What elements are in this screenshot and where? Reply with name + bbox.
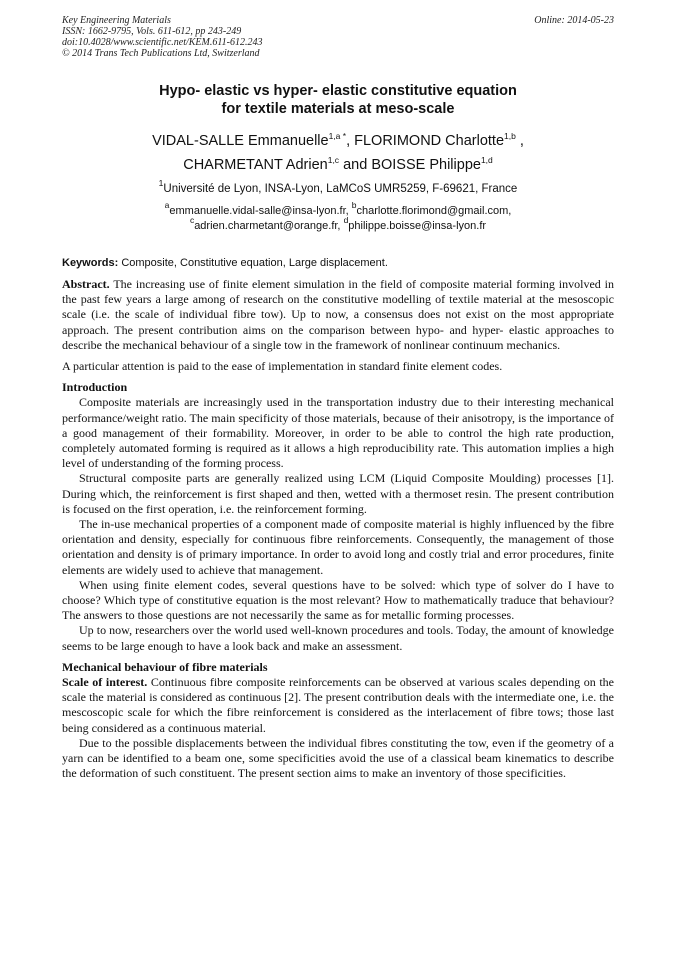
email-address[interactable]: adrien.charmetant@orange.fr, [194,220,341,232]
running-header [62,15,614,59]
keywords-text: Composite, Constitutive equation, Large displacement. [121,257,388,269]
affiliation-text: Université de Lyon, INSA-Lyon, LaMCoS UMR5259, F-69621, France [163,183,518,195]
author-line-1: VIDAL-SALLE Emmanuelle$^{1,a *}$, FLORIMOND Charlotte$^{1,b}$ , [152,131,524,149]
title-line-2: for textile materials at meso-scale [221,101,455,117]
scale-text: Continuous fibre composite reinforcements can be observed at various scales depending on the scale the material is considered as continuous [2]. The present contribution deals with the intermediate one, i.e. the mescoscopic scale for which the fibre reinforcement is considered as the interlacement of fibre tows; those last being considered as a continuous material. [62,675,614,735]
author-affil-marker: 1,a * [328,131,347,141]
email-address[interactable]: emmanuelle.vidal-salle@insa-lyon.fr, [169,205,349,217]
online-date: Online: 2014-05-23 [534,15,614,26]
email-address[interactable]: charlotte.florimond@gmail.com, [356,205,512,217]
abstract-label: Abstract. [62,277,110,291]
scale-label: Scale of interest. [62,675,148,690]
introduction-paragraph-3: The in-use mechanical properties of a component made of composite material is highly influenced by the fibre orientation and density, especially for continuous fibre reinforcements. Consequently, the management of those orientation and density is of primary importance. In order to avoid long and costly trial and error procedures, finite elements are widely used to achieve that management. [62,517,614,577]
introduction-paragraph-5: Up to now, researchers over the world used well-known procedures and tools. Today, the amount of knowledge seems to be large enough to have a look back and make an assessment. [62,623,614,653]
author-conjunction: and [343,157,368,173]
affiliation-marker: 1 [158,178,164,188]
author-name: VIDAL-SALLE Emmanuelle [152,133,329,149]
mechanical-paragraph-2: Due to the possible displacements between the individual fibres constituting the tow, even if the geometry of a yarn can be identified to a beam one, some specificities avoid the use of a classical beam kinematics to describe the deformation of such constituent. The present section aims to make an inventory of those specificities. [62,735,614,781]
affiliation [62,178,614,196]
introduction-paragraph-4: When using finite element codes, several questions have to be solved: which type of solver do I have to choose? Which type of constitutive equation is the most relevant? How to mathematically traduce that behaviour? The answers to those questions are not necessarily the same as for metallic forming processes. [62,577,614,623]
scale-paragraph [62,675,614,736]
author-affil-marker: 1,d [480,155,493,165]
author-affil-marker: 1,b [504,131,516,141]
introduction-heading: Introduction [62,380,128,395]
paper-title [62,82,614,118]
email-marker: a [164,200,170,210]
author-name: BOISSE Philippe [371,157,481,173]
author-name: CHARMETANT Adrien [183,157,328,173]
introduction-paragraph-1: Composite materials are increasingly used in the transportation industry due to their interesting mechanical performance/weight ratio. The main specificity of those materials, because of their anisotropy, is the importance of a good management of their formability. Moreover, in order to be able to control the high rate production, completely automated forming is required as it allows a high reproducibility rate. This automation implies a high level of understanding of the forming process. [62,395,614,471]
author-affil-marker: 1,c [327,155,340,165]
email-list [62,200,614,234]
mechanical-heading: Mechanical behaviour of fibre materials [62,659,268,674]
abstract-paragraph-2: A particular attention is paid to the ease of implementation in standard finite element codes. [62,359,503,374]
email-marker: d [343,215,349,225]
email-marker: c [189,215,195,225]
author-line-2 [62,153,614,177]
email-line-2 [62,215,614,234]
abstract-paragraph [62,277,614,353]
journal-name: Key Engineering Materials [62,15,171,26]
title-line-1: Hypo- elastic vs hyper- elastic constitutive equation [159,83,517,99]
keywords-label: Keywords: [62,257,119,269]
article-body [62,277,614,782]
email-line-1 [62,200,614,219]
abstract-text: The increasing use of finite element simulation in the field of composite material forming involved in the past few years a large among of research on the constitutive modelling of textile material at the mesoscopic scale (i.e. the scale of individual fibre tow). Up to now, a consensus does not exist on the most appropriate approach. The present contribution aims on the comparison between hypo- and hyper- elastic approaches to describe the mechanical behaviour of a single tow in the framework of nonlinear continuum mechanics. [62,277,614,352]
issn-line: ISSN: 1662-9795, Vols. 611-612, pp 243-249 [62,26,242,37]
author-list [62,129,614,177]
introduction-paragraph-2: Structural composite parts are generally realized using LCM (Liquid Composite Moulding) processes [1]. During which, the reinforcement is first shaped and then, wetted with a thermoset resin. The present contribution is focused on the first operation, i.e. the reinforcement forming. [62,471,614,516]
email-address[interactable]: philippe.boisse@insa-lyon.fr [348,220,487,232]
email-marker: b [351,200,357,210]
copyright-line: © 2014 Trans Tech Publications Ltd, Switzerland [62,48,260,59]
author-name: FLORIMOND Charlotte [354,133,505,149]
keywords [62,256,614,270]
doi-line: doi:10.4028/www.scientific.net/KEM.611-612.243 [62,37,263,48]
